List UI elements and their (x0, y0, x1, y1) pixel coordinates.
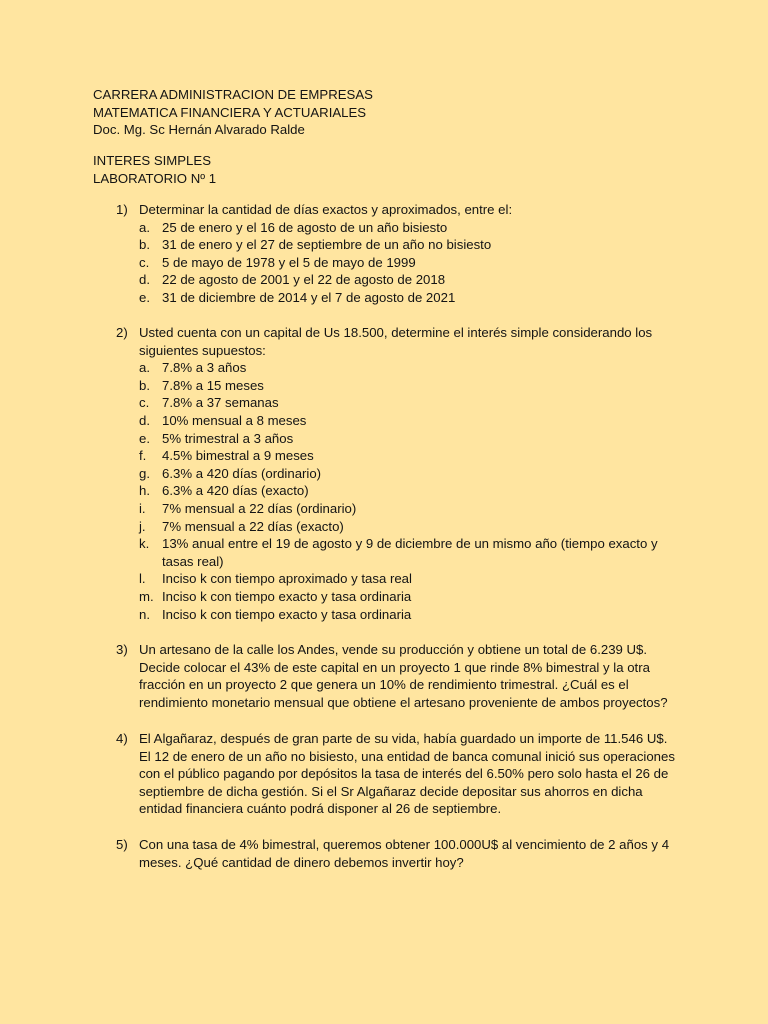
item-letter: c. (139, 395, 150, 411)
career-line: CARRERA ADMINISTRACION DE EMPRESAS (93, 87, 373, 102)
item-letter: d. (139, 272, 150, 288)
item-letter: n. (139, 606, 150, 622)
lab-number-line: LABORATORIO Nº 1 (93, 170, 217, 186)
item-text: 13% anual entre el 19 de agosto y 9 de diciembre de un mismo año (tiempo exacto y tasas real) (162, 536, 658, 569)
list-item (139, 254, 676, 272)
item-text: 6.3% a 420 días (ordinario) (162, 465, 322, 481)
item-text: 5 de mayo de 1978 y el 5 de mayo de 1999 (162, 254, 416, 270)
item-text: 5% trimestral a 3 años (162, 430, 294, 446)
list-item (139, 570, 676, 588)
list-item (139, 482, 676, 500)
item-letter: f. (139, 448, 147, 464)
list-item (139, 377, 676, 395)
list-item (139, 236, 676, 254)
lab-title (93, 152, 216, 187)
question-text: Un artesano de la calle los Andes, vende su producción y obtiene un total de 6.239 U$. Decide colocar el 43% de este capital en un proyecto 1 que rinde 8% bimestral y la otra fracción en un proyecto 2 que genera un 10% de rendimiento trimestral. ¿Cuál es el rendimiento monetario mensual que obtiene el artesano proveniente de ambos proyectos? (139, 642, 668, 710)
item-letter: c. (139, 254, 150, 270)
item-text: 6.3% a 420 días (exacto) (162, 483, 309, 499)
list-item (139, 289, 676, 307)
item-letter: i. (139, 500, 146, 516)
list-item (139, 219, 676, 237)
list-item (139, 518, 676, 536)
teacher-line: Doc. Mg. Sc Hernán Alvarado Ralde (93, 122, 305, 137)
list-item (139, 430, 676, 448)
list-item (139, 359, 676, 377)
question-text: Con una tasa de 4% bimestral, queremos obtener 100.000U$ al vencimiento de 2 años y 4 meses. ¿Qué cantidad de dinero debemos invertir hoy? (139, 837, 670, 870)
question-items (116, 219, 676, 307)
topic-line: INTERES SIMPLES (93, 153, 211, 168)
subject-line: MATEMATICA FINANCIERA Y ACTUARIALES (93, 104, 367, 120)
item-text: Inciso k con tiempo aproximado y tasa real (162, 571, 412, 587)
question-number: 3) (116, 642, 128, 657)
question-number: 5) (116, 837, 128, 852)
question-text: El Algañaraz, después de gran parte de su vida, había guardado un importe de 11.546 U$. El 12 de enero de un año no bisiesto, una entidad de banca comunal inició sus operaciones con el público pagando por depósitos la tasa de interés del 6.50% pero solo hasta el 26 de septiembre de dicha gestión. Si el Sr Algañaraz decide depositar sus ahorros en dicha entidad financiera cuánto podrá disponer al 26 de septiembre. (139, 731, 675, 817)
item-text: 22 de agosto de 2001 y el 22 de agosto de 2018 (162, 272, 446, 288)
item-text: 7.8% a 15 meses (162, 377, 264, 393)
item-text: 4.5% bimestral a 9 meses (162, 448, 314, 464)
item-text: 7.8% a 3 años (162, 360, 247, 376)
item-letter: e. (139, 289, 150, 305)
item-letter: g. (139, 465, 150, 481)
item-letter: b. (139, 377, 150, 393)
list-item (139, 465, 676, 483)
item-letter: d. (139, 412, 150, 428)
course-header (93, 86, 373, 139)
question-5 (116, 836, 676, 871)
item-letter: a. (139, 219, 150, 235)
list-item (139, 588, 676, 606)
item-text: 10% mensual a 8 meses (162, 412, 307, 428)
item-text: 7% mensual a 22 días (ordinario) (162, 500, 357, 516)
item-text: 7% mensual a 22 días (exacto) (162, 518, 344, 534)
item-letter: e. (139, 430, 150, 446)
question-items (116, 359, 676, 623)
item-text: 25 de enero y el 16 de agosto de un año bisiesto (162, 219, 448, 235)
list-item (139, 412, 676, 430)
question-text: Usted cuenta con un capital de Us 18.500, determine el interés simple considerando los siguientes supuestos: (139, 325, 653, 358)
list-item (139, 535, 676, 570)
question-1 (116, 201, 676, 307)
item-letter: l. (139, 571, 146, 587)
list-item (139, 394, 676, 412)
item-letter: k. (139, 536, 150, 552)
item-letter: h. (139, 483, 150, 499)
item-letter: a. (139, 360, 150, 376)
item-text: Inciso k con tiempo exacto y tasa ordinaria (162, 588, 412, 604)
item-letter: j. (139, 518, 146, 534)
item-text: 31 de diciembre de 2014 y el 7 de agosto de 2021 (162, 289, 456, 305)
list-item (139, 606, 676, 624)
question-2 (116, 324, 676, 623)
item-text: 7.8% a 37 semanas (162, 395, 279, 411)
item-text: Inciso k con tiempo exacto y tasa ordinaria (162, 606, 412, 622)
question-text: Determinar la cantidad de días exactos y aproximados, entre el: (139, 202, 513, 217)
item-letter: b. (139, 237, 150, 253)
question-4 (116, 730, 676, 818)
question-number: 4) (116, 731, 128, 746)
item-letter: m. (139, 588, 154, 604)
question-number: 1) (116, 202, 128, 217)
list-item (139, 447, 676, 465)
list-item (139, 500, 676, 518)
list-item (139, 271, 676, 289)
item-text: 31 de enero y el 27 de septiembre de un año no bisiesto (162, 237, 492, 253)
question-3 (116, 641, 676, 711)
question-number: 2) (116, 325, 128, 340)
